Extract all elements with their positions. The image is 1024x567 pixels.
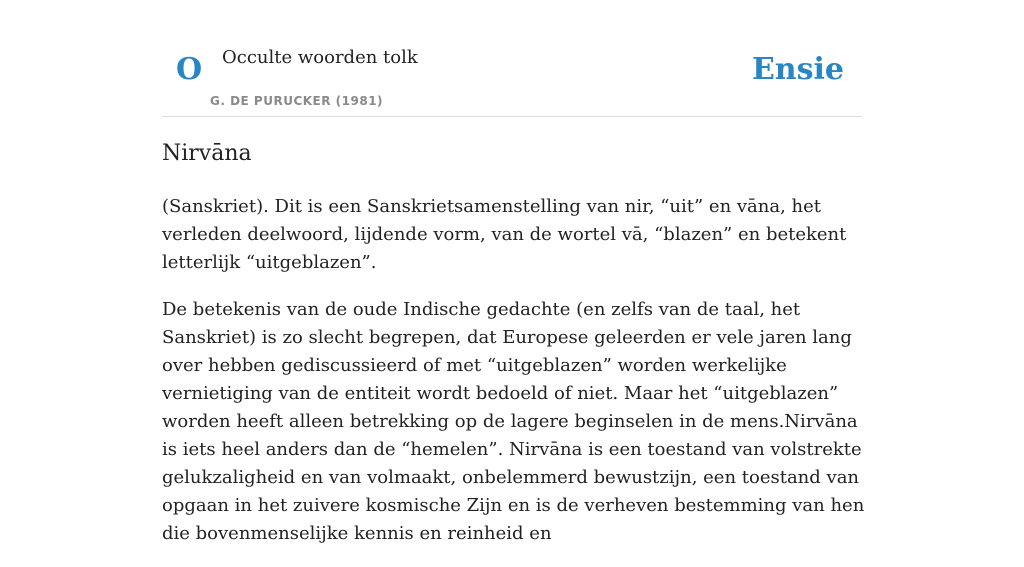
entry-body xyxy=(162,193,867,567)
page-header xyxy=(162,0,862,117)
book-author: G. DE PURUCKER (1981) xyxy=(210,94,384,108)
book-title[interactable]: Occulte woorden tolk xyxy=(222,47,418,68)
index-letter[interactable]: O xyxy=(176,52,203,87)
entry-paragraph-1: (Sanskriet). Dit is een Sanskrietsamenstelling van nir, “uit” en vāna, het verleden deelwoord, lijdende vorm, van de wortel vā, “blazen” en betekent letterlijk “uitgeblazen”. xyxy=(162,196,847,273)
brand-logo[interactable]: Ensie xyxy=(751,52,844,87)
entry-title: Nirvāna xyxy=(162,141,252,166)
entry-paragraph-2: De betekenis van de oude Indische gedachte (en zelfs van de taal, het Sanskriet) is zo slecht begrepen, dat Europese geleerden er vele jaren lang over hebben gediscussieerd of met “uitgeblazen” worden werkelijke vernietiging van de entiteit wordt bedoeld of niet. Maar het “uitgeblazen” worden heeft alleen betrekking op de lagere beginselen in de mens.Nirvāna is iets heel anders dan de “hemelen”. Nirvāna is een toestand van volstrekte gelukzaligheid en van volmaakt, onbelemmerd bewustzijn, een toestand van opgaan in het zuivere kosmische Zijn en is de verheven bestemming van hen die bovenmenselijke kennis en reinheid en xyxy=(162,299,865,544)
